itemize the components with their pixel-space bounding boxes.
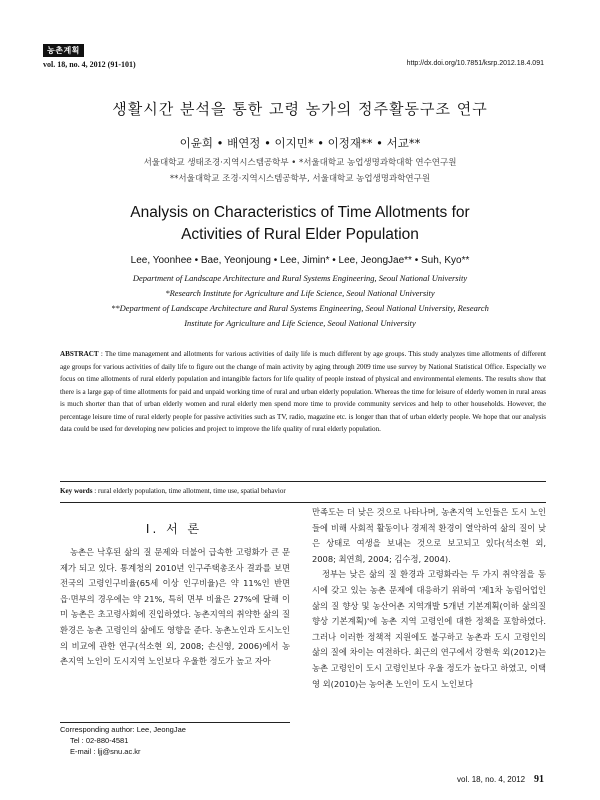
- footnote-author: Corresponding author: Lee, JeongJae: [60, 725, 186, 734]
- journal-logo: 농촌계획: [43, 44, 84, 57]
- page-number: 91: [534, 774, 544, 785]
- abstract-label: ABSTRACT: [60, 350, 99, 358]
- footnote-divider: [60, 722, 290, 723]
- footer-issue: vol. 18, no. 4, 2012: [457, 775, 526, 784]
- affiliation-korean-1: 서울대학교 생태조경·지역시스템공학부 • *서울대학교 농업생명과학대학 연수연구원: [143, 158, 457, 168]
- keywords-text: : rural elderly population, time allotment, time use, spatial behavior: [94, 487, 286, 495]
- title-english-line-1: Analysis on Characteristics of Time Allotments for: [130, 204, 470, 221]
- journal-info: vol. 18, no. 4, 2012 (91-101): [43, 60, 136, 69]
- title-english: [0, 202, 600, 246]
- right-paragraph-1: 만족도는 더 낮은 것으로 나타나며, 농촌지역 노인들은 도시 노인들에 비해 사회적 활동이나 경제적 환경이 열악하여 삶의 질이 낮은 상태로 여생을 보내는 것으로 보고되고 있다(석소현 외, 2008; 최연희, 2004; 김수정, 2004).: [312, 507, 546, 564]
- affiliation-english-4: Institute for Agriculture and Life Science, Seoul National University: [184, 318, 416, 328]
- title-korean: 생활시간 분석을 통한 고령 농가의 정주활동구조 연구: [112, 100, 488, 118]
- page-footer: [457, 774, 544, 785]
- authors-korean: 이윤희 • 배연정 • 이지민* • 이정재** • 서교**: [179, 136, 421, 150]
- affiliation-english-3: **Department of Landscape Architecture and Rural Systems Engineering, Seoul National University, Research: [111, 303, 489, 313]
- abstract-divider: [60, 481, 546, 482]
- footnote-email[interactable]: E-mail : ljj@snu.ac.kr: [70, 747, 141, 756]
- abstract-text: : The time management and allotments for various activities of daily life is much different by age groups. This study analyzes time allotments of different age groups for various activities of daily life to figure out the change of main activity by aging through 2009 time use survey by National Statistical Office. Especially we focus on time allotments of rural elderly population and intangible factors for life quality of people instead of physical and environmental elements. The results show that there is a large gap of time allotments for paid and unpaid working time of rural and urban elderly population. Whereas the time for leisure of elderly women in rural areas is much shorter than that of urban elderly women and rural elderly men spend more time to provide community services and help to other households. However, the percentage leisure time of rural elderly people for passive activities such as TV, radio, magazine etc. is longer than that of urban elderly people. We hope that our analysis data could be used for developing new policies and project to improve the life quality of rural elderly population.: [60, 350, 546, 433]
- keywords-label: Key words: [60, 487, 93, 495]
- abstract: [60, 348, 546, 436]
- footnote-tel: Tel : 02-880-4581: [70, 736, 129, 745]
- footnote: [60, 724, 186, 757]
- keywords-divider: [60, 502, 546, 503]
- title-english-line-2: Activities of Rural Elder Population: [181, 226, 419, 243]
- affiliation-english-2: *Research Institute for Agriculture and Life Science, Seoul National University: [165, 288, 435, 298]
- affiliation-korean-2: **서울대학교 조경·지역시스템공학부, 서울대학교 농업생명과학연구원: [169, 174, 431, 184]
- left-column: [60, 545, 290, 670]
- doi-link[interactable]: http://dx.doi.org/10.7851/ksrp.2012.18.4.091: [406, 60, 544, 67]
- right-column: [312, 505, 546, 692]
- right-paragraph-2: 정부는 낮은 삶의 질 환경과 고령화라는 두 가지 취약점을 동시에 갖고 있는 농촌 문제에 대응하기 위하여 '제1차 농림어업인 삶의 질 향상 및 농산어촌 지역개발 5개년 기본계획(이하 삶의질 향상 기본계획)'에 농촌 지역 고령인에 대한 정책을 포함하였다. 그러나 이러한 정책적 지원에도 불구하고 농촌과 도시 고령인의 삶의 질에 차이는 여전하다. 최근의 연구에서 강현욱 외(2012)는 농촌 고령인이 도시 고령인보다 우울 정도가 높다고 하였고, 이택영 외(2010)는 농어촌 노인이 도시 노인보다: [312, 569, 546, 689]
- section-title: I. 서 론: [145, 522, 203, 536]
- affiliation-english-1: Department of Landscape Architecture and Rural Systems Engineering, Seoul National University: [132, 273, 468, 283]
- keywords: [60, 487, 546, 495]
- authors-english: Lee, Yoonhee • Bae, Yeonjoung • Lee, Jimin* • Lee, JeongJae** • Suh, Kyo**: [130, 255, 470, 266]
- left-paragraph: 농촌은 낙후된 삶의 질 문제와 더불어 급속한 고령화가 큰 문제가 되고 있다. 통계청의 2010년 인구주택총조사 결과를 보면 전국의 고령인구비율(65세 이상 인구비율)은 약 11%인 반면 읍·면부의 경우에는 약 21%, 특히 면부 비율은 27%에 달해 이미 농촌은 초고령사회에 진입하였다. 농촌지역의 취약한 삶의 질 환경은 농촌 고령인의 삶에도 영향을 준다. 농촌노인과 도시노인의 비교에 관한 연구(석소현 외, 2008; 손신영, 2006)에서 농촌지역 노인이 도시지역 노인보다 우울한 정도가 높고 자아: [60, 547, 290, 667]
